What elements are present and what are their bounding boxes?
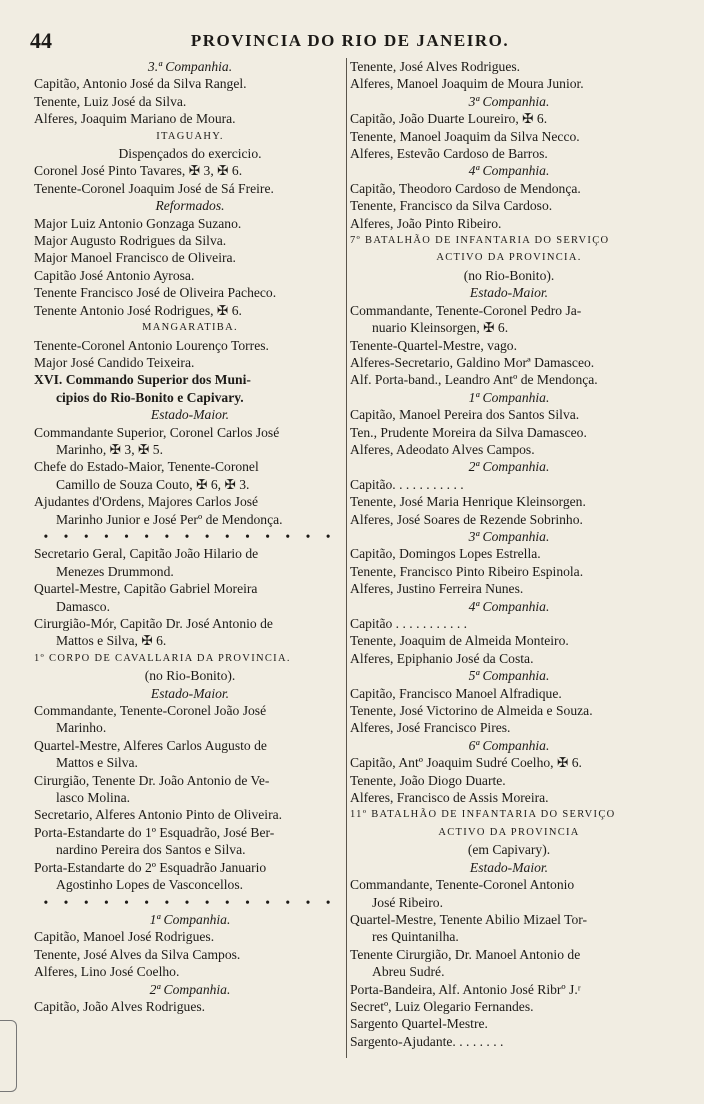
- text-line: res Quintanilha.: [372, 929, 459, 945]
- text-line: Major Luiz Antonio Gonzaga Suzano.: [34, 215, 242, 231]
- left-column: [34, 58, 346, 1015]
- text-line: 3.ª Companhia.: [147, 59, 233, 74]
- text-line: Tenente, José Alves da Silva Campos.: [34, 946, 241, 962]
- text-line: Marinho Junior e José Perº de Mendonça.: [56, 511, 283, 527]
- text-line: Tenente-Quartel-Mestre, vago.: [350, 337, 518, 353]
- text-line: Capitão, Manoel José Rodrigues.: [34, 929, 215, 945]
- text-line: • • • • • • • • • • • • • • •: [43, 894, 337, 910]
- text-line: Tenente, Luiz José da Silva.: [34, 93, 187, 109]
- text-line: Menezes Drummond.: [56, 563, 174, 579]
- text-line: Reformados.: [155, 198, 225, 214]
- text-line: José Ribeiro.: [372, 894, 443, 910]
- text-line: Capitão, João Duarte Loureiro, ✠ 6.: [350, 111, 548, 127]
- text-line: Secretario Geral, Capitão João Hilario de: [34, 546, 259, 562]
- text-line: 1º CORPO DE CAVALLARIA DA PROVINCIA.: [34, 652, 291, 664]
- text-line: Tenente, Francisco Pinto Ribeiro Espinola.: [350, 563, 584, 579]
- text-line: Alferes, Epiphanio José da Costa.: [350, 650, 534, 666]
- text-line: Marinho, ✠ 3, ✠ 5.: [56, 441, 163, 457]
- text-line: cipios do Rio-Bonito e Capivary.: [56, 389, 244, 405]
- text-line: 7º BATALHÃO DE INFANTARIA DO SERVIÇO: [350, 235, 610, 247]
- text-line: (em Capivary).: [467, 842, 551, 858]
- text-line: Estado-Maior.: [469, 859, 549, 875]
- text-line: 3ª Companhia.: [468, 528, 550, 544]
- text-line: Mattos e Silva, ✠ 6.: [56, 633, 167, 649]
- text-line: Capitão, Antº Joaquim Sudré Coelho, ✠ 6.: [350, 755, 582, 771]
- text-line: Quartel-Mestre, Alferes Carlos Augusto de: [34, 737, 267, 753]
- page-title: PROVINCIA DO RIO DE JANEIRO.: [190, 31, 510, 50]
- text-line: 6ª Companhia.: [468, 737, 550, 753]
- text-line: Alf. Porta-band., Leandro Antº de Mendonça.: [350, 372, 598, 388]
- text-line: Major Augusto Rodrigues da Silva.: [34, 233, 227, 249]
- text-line: Camillo de Souza Couto, ✠ 6, ✠ 3.: [56, 476, 250, 492]
- text-line: Estado-Maior.: [150, 685, 230, 701]
- text-line: Alferes, Manoel Joaquim de Moura Junior.: [350, 76, 584, 92]
- text-line: Alferes, Francisco de Assis Moreira.: [350, 790, 549, 806]
- text-line: Commandante, Tenente-Coronel Antonio: [350, 877, 575, 893]
- text-line: Tenente Cirurgião, Dr. Manoel Antonio de: [350, 946, 581, 962]
- text-line: Major Manoel Francisco de Oliveira.: [34, 250, 236, 266]
- text-line: Alferes, José Francisco Pires.: [350, 720, 511, 736]
- text-line: Tenente-Coronel Antonio Lourenço Torres.: [34, 337, 269, 353]
- page-number: 44: [30, 28, 52, 53]
- text-line: (no Rio-Bonito).: [144, 668, 236, 684]
- text-line: Capitão . . . . . . . . . . .: [350, 616, 468, 631]
- text-line: Quartel-Mestre, Tenente Abilio Mizael Tor-: [350, 911, 588, 927]
- text-line: Alferes, Lino José Coelho.: [34, 964, 180, 980]
- text-line: 2ª Companhia.: [468, 459, 550, 475]
- text-line: Sargento-Ajudante. . . . . . . .: [350, 1033, 504, 1049]
- text-line: Alferes, João Pinto Ribeiro.: [350, 215, 502, 231]
- text-line: XVI. Commando Superior dos Muni-: [34, 372, 251, 388]
- column-divider: [346, 58, 347, 1058]
- text-line: ITAGUAHY.: [156, 130, 224, 142]
- text-line: Coronel José Pinto Tavares, ✠ 3, ✠ 6.: [34, 163, 243, 179]
- text-line: Dispençados do exercicio.: [118, 146, 262, 162]
- text-line: Tenente, Manoel Joaquim da Silva Necco.: [350, 128, 580, 144]
- text-line: Capitão, Manoel Pereira dos Santos Silva.: [350, 407, 580, 423]
- right-column: [350, 58, 668, 1050]
- text-line: Major José Candido Teixeira.: [34, 354, 195, 370]
- text-line: Alferes, Adeodato Alves Campos.: [350, 441, 535, 457]
- text-line: Ajudantes d'Ordens, Majores Carlos José: [34, 494, 259, 510]
- text-line: Estado-Maior.: [469, 285, 549, 301]
- text-line: Capitão, Antonio José da Silva Rangel.: [34, 76, 247, 92]
- text-line: nardino Pereira dos Santos e Silva.: [56, 842, 246, 858]
- text-line: Tenente, José Alves Rodrigues.: [350, 59, 521, 74]
- text-line: Damasco.: [56, 598, 110, 614]
- text-line: Capitão José Antonio Ayrosa.: [34, 267, 195, 283]
- text-line: Tenente-Coronel Joaquim José de Sá Freire.: [34, 180, 274, 196]
- text-line: (no Rio-Bonito).: [463, 267, 555, 283]
- text-line: Capitão, Francisco Manoel Alfradique.: [350, 685, 562, 701]
- text-line: nuario Kleinsorgen, ✠ 6.: [372, 320, 509, 336]
- text-line: Porta-Bandeira, Alf. Antonio José Ribrº J.ʳ: [350, 981, 581, 997]
- text-line: 1ª Companhia.: [149, 911, 231, 927]
- text-line: 4ª Companhia.: [468, 598, 550, 614]
- text-line: Alferes-Secretario, Galdino Morª Damasceo.: [350, 354, 595, 370]
- text-line: Alferes, Estevão Cardoso de Barros.: [350, 146, 548, 162]
- text-line: Estado-Maior.: [150, 407, 230, 423]
- text-line: Secretº, Luiz Olegario Fernandes.: [350, 998, 534, 1014]
- binding-mark: [0, 1020, 17, 1092]
- text-line: Tenente Francisco José de Oliveira Pacheco.: [34, 285, 277, 301]
- text-line: Commandante, Tenente-Coronel João José: [34, 703, 267, 719]
- text-line: Capitão. . . . . . . . . . .: [350, 476, 464, 492]
- text-line: Quartel-Mestre, Capitão Gabriel Moreira: [34, 581, 258, 597]
- text-line: Alferes, Justino Ferreira Nunes.: [350, 581, 524, 597]
- text-line: Abreu Sudré.: [372, 964, 445, 980]
- text-line: Marinho.: [56, 720, 107, 736]
- text-line: Tenente, José Maria Henrique Kleinsorgen.: [350, 494, 586, 510]
- text-line: Capitão, Domingos Lopes Estrella.: [350, 546, 541, 562]
- text-line: Commandante Superior, Coronel Carlos José: [34, 424, 280, 440]
- text-line: lasco Molina.: [56, 790, 130, 806]
- text-line: Tenente, João Diogo Duarte.: [350, 772, 506, 788]
- text-line: Tenente, Francisco da Silva Cardoso.: [350, 198, 553, 214]
- text-line: Tenente Antonio José Rodrigues, ✠ 6.: [34, 302, 242, 318]
- text-line: Alferes, José Soares de Rezende Sobrinho.: [350, 511, 583, 527]
- text-line: Sargento Quartel-Mestre.: [350, 1016, 488, 1032]
- text-line: ACTIVO DA PROVINCIA: [438, 826, 580, 838]
- text-line: Tenente, Joaquim de Almeida Monteiro.: [350, 633, 569, 649]
- text-line: 11º BATALHÃO DE INFANTARIA DO SERVIÇO: [350, 809, 616, 821]
- text-line: Capitão, João Alves Rodrigues.: [34, 998, 206, 1014]
- text-line: Mattos e Silva.: [56, 755, 138, 771]
- text-line: 2ª Companhia.: [149, 981, 231, 997]
- text-line: 5ª Companhia.: [468, 668, 550, 684]
- text-line: Cirurgião, Tenente Dr. João Antonio de Ve-: [34, 772, 270, 788]
- text-line: Porta-Estandarte do 1º Esquadrão, José Ber-: [34, 824, 275, 840]
- text-line: Capitão, Theodoro Cardoso de Mendonça.: [350, 180, 581, 196]
- text-line: 1ª Companhia.: [468, 389, 550, 405]
- text-line: Cirurgião-Mór, Capitão Dr. José Antonio de: [34, 616, 273, 631]
- text-line: 4ª Companhia.: [468, 163, 550, 179]
- text-line: MANGARATIBA.: [142, 322, 238, 334]
- text-line: ACTIVO DA PROVINCIA.: [436, 252, 582, 264]
- text-line: Tenente, José Victorino de Almeida e Souza.: [350, 703, 593, 719]
- text-line: Commandante, Tenente-Coronel Pedro Ja-: [350, 302, 582, 318]
- text-line: • • • • • • • • • • • • • • •: [43, 528, 337, 544]
- text-line: Chefe do Estado-Maior, Tenente-Coronel: [34, 459, 259, 475]
- text-line: Ten., Prudente Moreira da Silva Damasceo.: [350, 424, 587, 440]
- text-line: Alferes, Joaquim Mariano de Moura.: [34, 111, 236, 127]
- text-line: Agostinho Lopes de Vasconcellos.: [56, 877, 244, 893]
- text-line: 3ª Companhia.: [468, 93, 550, 109]
- text-line: Secretario, Alferes Antonio Pinto de Oliveira.: [34, 807, 283, 823]
- page-header: [30, 28, 670, 54]
- text-line: Porta-Estandarte do 2º Esquadrão Januario: [34, 859, 267, 875]
